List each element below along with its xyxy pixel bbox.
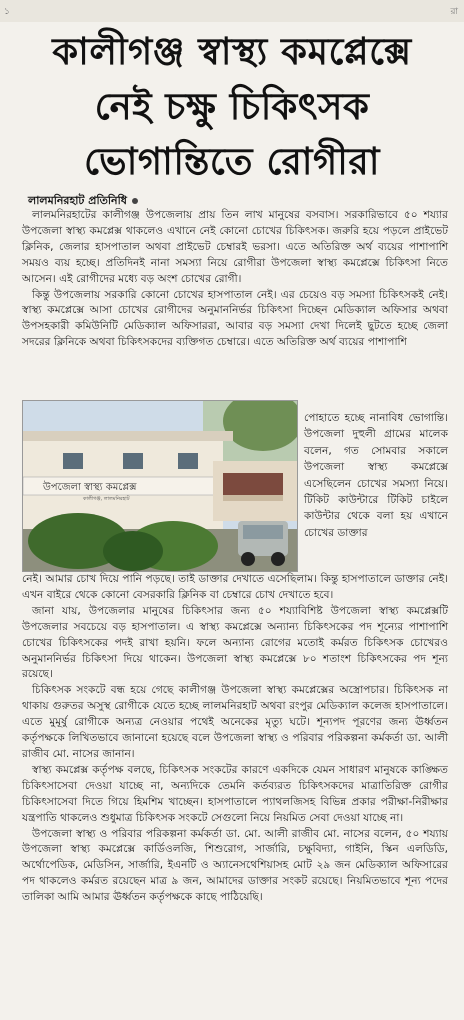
hospital-building-image bbox=[23, 401, 297, 571]
byline-text: লালমনিরহাট প্রতিনিধি bbox=[28, 194, 127, 207]
page-edge bbox=[0, 0, 464, 22]
edge-fragment-left: ১ bbox=[4, 7, 10, 17]
paragraph-1: লালমনিরহাটের কালীগঞ্জ উপজেলায় প্রায় তিন লাখ মানুষের বসবাস। সরকারিভাবে ৫০ শয্যার উপজেলা স্বাস্থ্য কমপ্লেক্স থাকলেও এখানে নেই কোনো চোখের চিকিৎসক। জরুরি হয়ে পড়লে প্রাইভেট ক্লিনিক, জেলার হাসপাতাল অথবা প্রাইভেট চেম্বারই ভরসা। এতে অতিরিক্ত অর্থ ব্যয়ের পাশাপাশি সময়ও ব্যয় হচ্ছে। প্রতিদিনই নানা সমস্যা নিয়ে রোগীরা উপজেলা স্বাস্থ্য কমপ্লেক্সে চিকিৎসা নিতে আসেন। এই রোগীদের মধ্যে বড় অংশ চোখের রোগী। bbox=[22, 209, 448, 285]
paragraph-4: জানা যায়, উপজেলার মানুষের চিকিৎসার জন্য ৫০ শয্যাবিশিষ্ট উপজেলা স্বাস্থ্য কমপ্লেক্সটি উপজেলার সবচেয়ে বড় হাসপাতাল। এ স্বাস্থ্য কমপ্লেক্সে অন্যান্য চিকিৎসকের পদ শূন্যের পাশাপাশি চোখের চিকিৎসকের পদই রাখা হয়নি। ফলে অন্যান্য রোগের মতোই কর্মরত চিকিৎসক চোখেরও অনুমাননির্ভর চিকিৎসা দিয়ে থাকেন। উপজেলা স্বাস্থ্য কমপ্লেক্সে ৮০ শতাংশ চিকিৎসকের পদ শূন্য রয়েছে। bbox=[22, 604, 448, 681]
side-column-text bbox=[304, 410, 448, 541]
paragraph-6: স্বাস্থ্য কমপ্লেক্স কর্তৃপক্ষ বলছে, চিকিৎসক সংকটের কারণে একদিকে যেমন সাধারণ মানুষকে কাঙ্ক্ষিত চিকিৎসাসেবা দেওয়া যাচ্ছে না, অন্যদিকে তেমনি কর্তব্যরত চিকিৎসকদের মাত্রাতিরিক্ত রোগীর চিকিৎসাসেবা দিতে গিয়ে হিমশিম খাচ্ছেন। হাসপাতালে প্যাথলজিসহ বিভিন্ন প্রকার পরীক্ষা-নিরীক্ষার যন্ত্রপাতি থাকলেও শুধুমাত্র চিকিৎসক সংকটে সেগুলো নিয়ে নিয়মিত সেবা দেওয়া যাচ্ছে না। bbox=[22, 763, 448, 824]
paragraph-5: চিকিৎসক সংকটে বন্ধ হয়ে গেছে কালীগঞ্জ উপজেলা স্বাস্থ্য কমপ্লেক্সের অস্ত্রোপচার। চিকিৎসক না থাকায় গুরুতর অসুস্থ রোগীকে যেতে হচ্ছে লালমনিরহাট অথবা রংপুর মেডিক্যাল কলেজ হাসপাতালে। এতে মুমূর্ষু রোগীকে অন্যত্র নেওয়ার পথেই অনেকের মৃত্যু ঘটে। শূন্যপদ পূরণের জন্য ঊর্ধ্বতন কর্তৃপক্ষকে লিখিতভাবে জানানো হয়েছে বলে উপজেলা স্বাস্থ্য ও পরিবার পরিকল্পনা কর্মকর্তা ডা. আলী রাজীব মো. নাসের জানান। bbox=[22, 684, 448, 760]
side-column-paragraph: পোহাতে হচ্ছে নানাবিধ ভোগান্তি। উপজেলা দুহুলী গ্রামের মালেক বলেন, গত সোমবার সকালে উপজেলা স্বাস্থ্য কমপ্লেক্সে এসেছিলেন চোখের সমস্যা নিয়ে। টিকিট কাউন্টারে টিকিট চাইলে কাউন্টার থেকে বলা হয় এখানে চোখের ডাক্তার bbox=[304, 412, 448, 539]
paragraph-3: নেই। আমার চোখ দিয়ে পানি পড়ছে। তাই ডাক্তার দেখাতে এসেছিলাম। কিন্তু হাসপাতালে ডাক্তার নেই। এখন বাইরে থেকে কোনো বেসরকারি ক্লিনিক বা চেম্বারে চোখ দেখাতে হবে। bbox=[22, 573, 448, 601]
hospital-photo bbox=[22, 400, 298, 572]
edge-fragment-right: রা bbox=[450, 7, 458, 17]
headline bbox=[18, 24, 446, 189]
paragraph-7: উপজেলা স্বাস্থ্য ও পরিবার পরিকল্পনা কর্মকর্তা ডা. মো. আলী রাজীব মো. নাসের বলেন, ৫০ শয্যায় উপজেলা স্বাস্থ্য কমপ্লেক্সে কার্ডিওলজি, শিশুরোগ, সার্জারি, চক্ষুবিদ্যা, গাইনি, স্কিন এলডিডি, অর্থোপেডিক, মেডিসিন, সার্জারি, ইএনটি ও অ্যানেসথেশিয়াসহ মোট ২৯ জন মেডিক্যাল অফিসারের পদ থাকলেও কর্মরত রয়েছেন মাত্র ৯ জন, আমাদের ডাক্তার সংকট রয়েছে। নিয়মিতভাবে শূন্য পদের তালিকা আমি আমার ঊর্ধ্বতন কর্তৃপক্ষকে কাছে পাঠিয়েছি। bbox=[22, 827, 448, 904]
headline-line-3: ভোগান্তিতে রোগীরা bbox=[84, 140, 380, 183]
headline-line-1: কালীগঞ্জ স্বাস্থ্য কমপ্লেক্সে bbox=[52, 30, 412, 73]
headline-line-2: নেই চক্ষু চিকিৎসক bbox=[94, 85, 370, 128]
building-sign: উপজেলা স্বাস্থ্য কমপ্লেক্স bbox=[43, 482, 137, 493]
article-body-bottom bbox=[22, 572, 448, 906]
bullet-icon bbox=[132, 198, 138, 204]
building-subsign: কালীগঞ্জ, লালমনিরহাট bbox=[83, 496, 130, 502]
paragraph-2: কিন্তু উপজেলায় সরকারি কোনো চোখের হাসপাতাল নেই। এর চেয়েও বড় সমস্যা চিকিৎসকই নেই। স্বাস্থ্য কমপ্লেক্সে আসা চোখের রোগীদের অনুমাননির্ভর চিকিৎসা দিচ্ছেন মেডিক্যাল অফিসার অথবা উপসহকারী কমিউনিটি মেডিক্যাল অফিসাররা, আবার বড় সমস্যা দেখা দিলেই ছুটতে হচ্ছে জেলা সদরের ক্লিনিকে অথবা চিকিৎসকদের ব্যক্তিগত চেম্বারে। এতে অতিরিক্ত অর্থ ব্যয়ের পাশাপাশি bbox=[22, 288, 448, 349]
article-body-top bbox=[22, 208, 448, 351]
